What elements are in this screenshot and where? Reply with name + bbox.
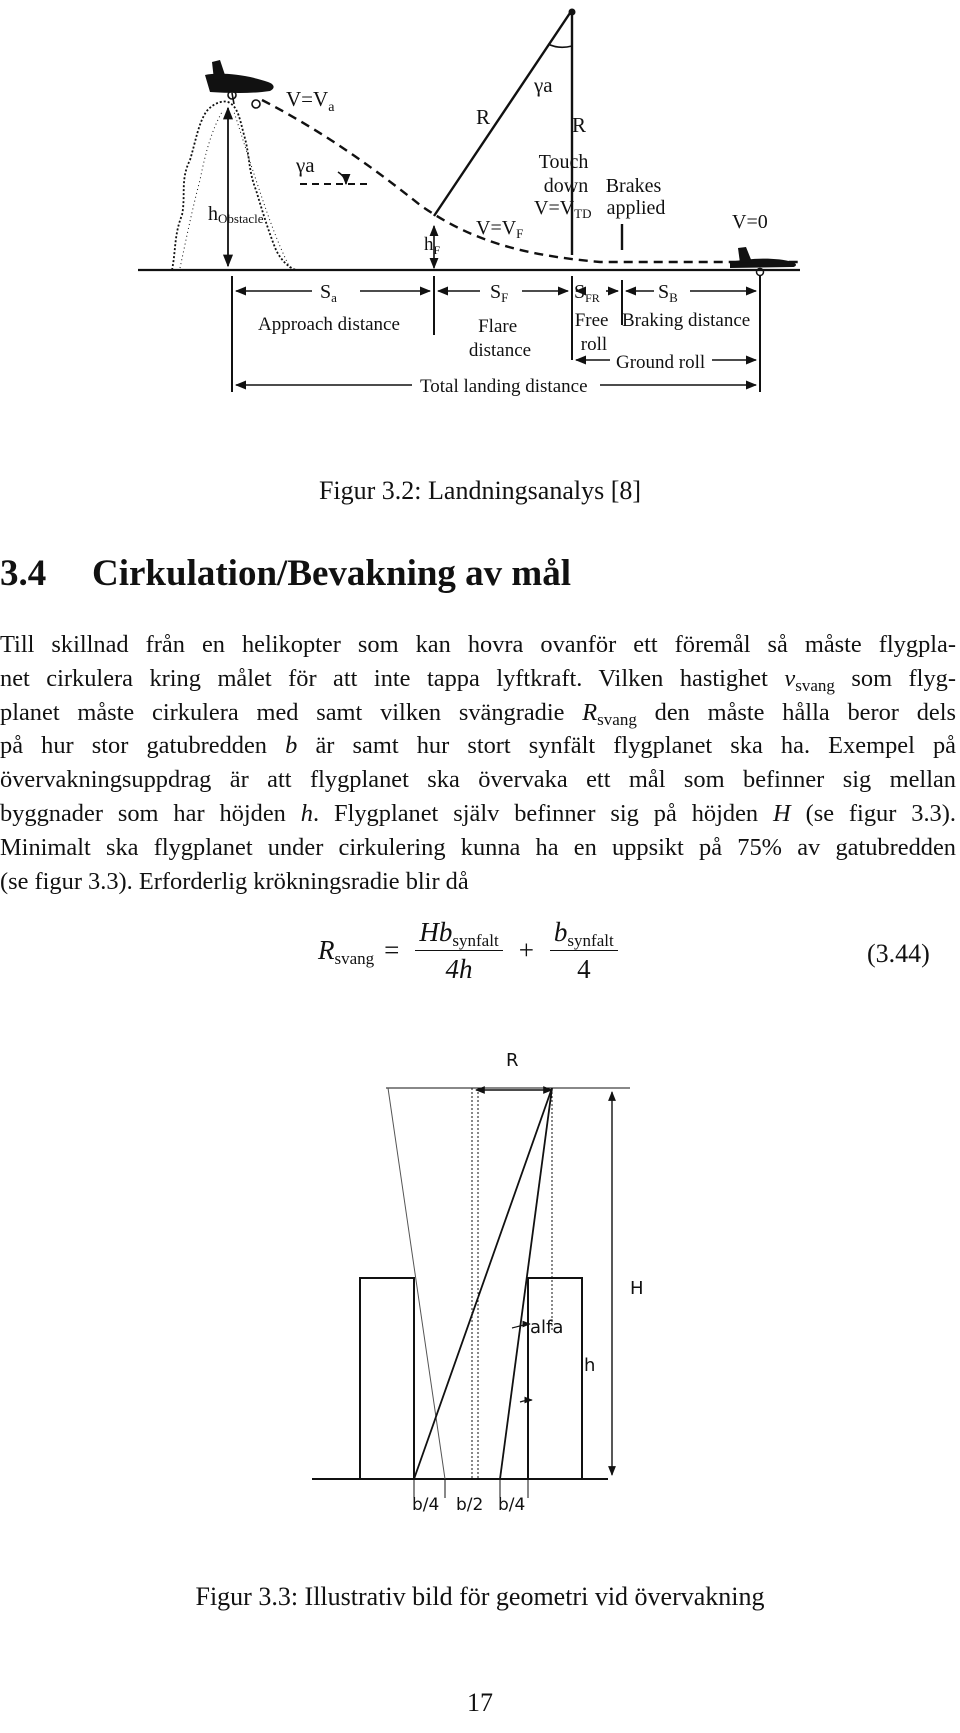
text-line: planet måste cirkulera med samt vilken svängradie $R_{svang}$ den måste hålla beror dels <box>0 698 956 729</box>
braking-distance-label: Braking distance <box>622 310 751 331</box>
obstacle-shape <box>172 101 296 270</box>
building-right <box>528 1278 582 1479</box>
equation-number: (3.44) <box>867 939 930 968</box>
body-paragraph <box>0 628 956 898</box>
v-approach-label: $V=V_a$ <box>286 87 335 115</box>
text-line: Minimalt ska flygplanet under cirkulering kunna ha en uppsikt på 75% av gatubredden <box>0 833 956 861</box>
text-line: net cirkulera kring målet för att inte tappa lyftkraft. Vilken hastighet $v_{svang}$ som flyg- <box>0 664 956 695</box>
gamma-top-label: γa <box>534 73 553 97</box>
page-number: 17 <box>467 1688 493 1717</box>
sight-line <box>500 1088 552 1479</box>
figure-caption-1: Figur 3.2: Landningsanalys [8] <box>318 476 642 505</box>
building-left <box>360 1278 414 1479</box>
v-flare-label: $V=V_F$ <box>476 217 524 241</box>
h-obstacle-label: hObstacle <box>208 203 264 226</box>
r-upper-label: R <box>476 105 491 129</box>
section-number: 3.4 <box>0 553 47 594</box>
b4-left-label: b/4 <box>412 1495 440 1515</box>
airplane-ground-icon <box>730 247 796 276</box>
figure-caption-2: Figur 3.3: Illustrativ bild för geometri vid övervakning <box>195 1582 765 1611</box>
text-line: på hur stor gatubredden b är samt hur stort synfält flygplanet ska ha. Exempel på <box>0 732 956 760</box>
s-b-label: $S_B$ <box>658 281 678 305</box>
section-title: Cirkulation/Bevakning av mål <box>92 553 572 594</box>
text-line: Till skillnad från en helikopter som kan hovra ovanför ett föremål så måste flygpla- <box>0 631 956 658</box>
r-label: R <box>506 1050 519 1071</box>
section-heading <box>0 552 571 596</box>
b2-label: b/2 <box>456 1495 484 1515</box>
total-landing-distance-label: Total landing distance <box>420 376 588 397</box>
sight-line <box>414 1088 552 1479</box>
sight-line <box>388 1088 445 1479</box>
h-flare-label: $h_F$ <box>424 234 441 257</box>
s-fr-label: $S_{FR}$ <box>574 281 600 305</box>
fraction-1: $\frac{Hb_{synfalt}}{4h}$ <box>415 916 502 985</box>
text-line: byggnader som har höjden h. Flygplanet själv befinner sig på höjden H (se figur 3.3). <box>0 799 956 827</box>
free-roll-label: Free roll <box>574 310 609 355</box>
alfa-label: alfa <box>530 1317 564 1338</box>
ground-roll-label: Ground roll <box>616 352 706 373</box>
s-f-label: $S_F$ <box>490 281 509 305</box>
landing-analysis-figure <box>0 0 960 420</box>
v-touchdown-label: $V=V_{TD}$ <box>534 197 592 221</box>
fraction-2: $\frac{b_{synfalt}}{4}$ <box>550 916 618 985</box>
approach-distance-label: Approach distance <box>258 314 400 335</box>
text-line: (se figur 3.3). Erforderlig krökningsradie blir då <box>0 867 469 895</box>
r-lower-label: R <box>572 113 587 137</box>
gamma-left-label: γa <box>296 153 315 177</box>
h-big-label: H <box>630 1278 644 1299</box>
h-small-label: h <box>584 1355 596 1376</box>
s-a-label: $S_a$ <box>320 281 337 305</box>
touch-down-label: Touch down <box>538 151 589 197</box>
text-line: övervakningsuppdrag är att flygplanet ska övervaka ett mål som befinner sig mellan <box>0 766 956 794</box>
surveillance-geometry-figure <box>0 1030 960 1550</box>
equation-3-44: $R_{svang}$ = $\frac{Hb_{synfalt}}{4h}$ + $\frac{b_{synfalt}}{4}$ <box>318 916 624 1006</box>
flare-distance-label: Flare distance <box>468 316 532 361</box>
approach-path <box>262 100 800 262</box>
b4-right-label: b/4 <box>498 1495 526 1515</box>
brakes-applied-label: Brakes applied <box>605 175 666 219</box>
v-zero-label: V=0 <box>732 211 768 233</box>
